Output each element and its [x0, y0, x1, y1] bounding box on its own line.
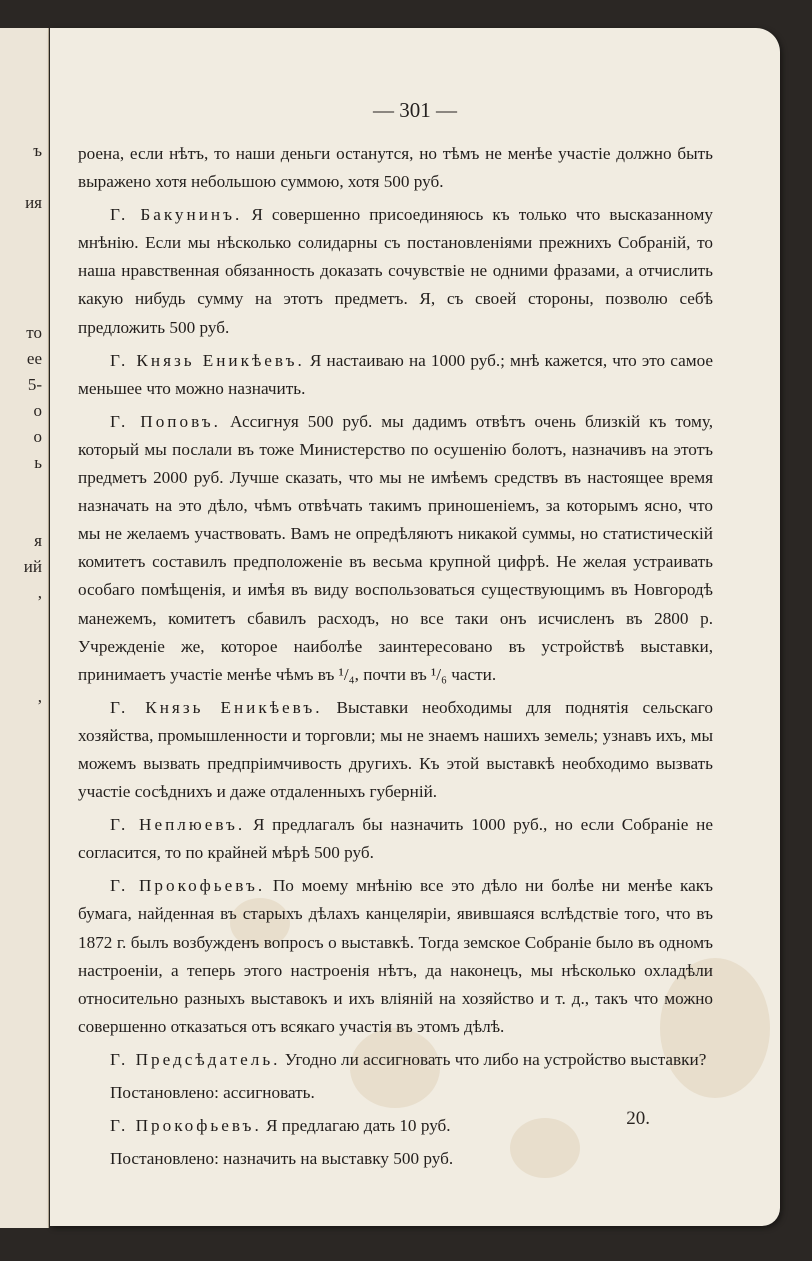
paragraph-text: Угодно ли ассигновать что либо на устройство выставки?	[284, 1049, 707, 1069]
paragraph-text: Ассигнуя 500 руб. мы дадимъ отвѣтъ очень близкій къ тому, который мы послали въ тоже Министерство по осушенію болотъ, назначивъ на этотъ предметъ 2000 руб. Лучше сказать, что мы не имѣемъ средствъ въ настоящее время назначать на это дѣло, чѣмъ отвѣчать такимъ приношеніемъ, за которымъ ясно, что мы не желаемъ участвовать. Вамъ не опредѣляютъ никакой суммы, но статистическій комитетъ составилъ предположеніе въ весьма крупной цифрѣ. Не желая устраивать особаго помѣщенія, и имѣя въ виду воспользоваться существующимъ въ Новгородѣ манежемъ, комитетъ сбавилъ расходъ, но все таки онъ исчисленъ въ 2800 р. Учрежденіе же, которое наиболѣе заинтересовано въ устройствѣ выставки, принимаетъ участіе менѣе чѣмъ въ ¹/₄, почти въ ¹/₆ части.	[78, 411, 713, 684]
speaker-name: Г. Прокофьевъ.	[110, 876, 266, 896]
signature-number: 20.	[626, 1108, 650, 1129]
paragraph	[78, 1079, 713, 1107]
left-page-fragment: 5-	[27, 375, 42, 394]
paragraph-text: Я настаиваю на 1000 руб.; мнѣ кажется, что это самое меньшее что можно назначить.	[78, 350, 714, 398]
paragraph	[78, 1046, 713, 1074]
speaker-name: Г. Бакунинъ.	[110, 205, 243, 225]
paragraph	[78, 1145, 713, 1173]
paragraph	[78, 872, 713, 1041]
speaker-name: Г. Неплюевъ.	[110, 815, 246, 835]
paragraph	[78, 140, 713, 196]
left-page-fragment: ий	[23, 557, 42, 576]
paragraph	[78, 811, 713, 867]
paragraph	[78, 201, 713, 341]
paragraph	[78, 1112, 713, 1140]
left-page-fragment: ь	[34, 453, 42, 472]
speaker-name: Г. Князь Еникѣевъ.	[110, 350, 305, 370]
paragraph-text: Я предлагаю дать 10 руб.	[266, 1116, 451, 1136]
page-number: — 301 —	[373, 98, 457, 122]
paragraph-text: По моему мнѣнію все это дѣло ни болѣе ни менѣе какъ бумага, найденная въ старыхъ дѣлахъ канцеляріи, явившаяся вслѣдствіе того, что въ 1872 г. былъ возбужденъ вопросъ о выставкѣ. Тогда земское Собраніе было въ одномъ настроеніи, а теперь этого настроенія нѣтъ, да наконецъ, мы нѣсколько охладѣли относительно разныхъ выставокъ и ихъ вліяній на хозяйство и т. д., такъ что можно совершенно отказаться отъ всякаго участія въ этомъ дѣлѣ.	[78, 876, 713, 1036]
left-page-text-fragments	[24, 138, 42, 996]
left-page-edge	[0, 28, 49, 1228]
paragraph-text: Я совершенно присоединяюсь къ только что высказанному мнѣнію. Если мы нѣсколько солидарны съ постановленіями прежнихъ Собраній, то наша нравственная обязанность доказать сочувствіе не одними фразами, а отчислить какую нибудь сумму на этотъ предметъ. Я, съ своей стороны, позволю себѣ предложить 500 руб.	[78, 205, 713, 337]
speaker-name: Г. Предсѣдатель.	[110, 1049, 281, 1069]
paragraph	[78, 347, 713, 403]
left-page-fragment: ъ	[33, 141, 42, 160]
speaker-name: Г. Князь Еникѣевъ.	[110, 697, 323, 717]
book-page	[50, 28, 780, 1226]
speaker-name: Г. Поповъ.	[110, 411, 221, 431]
paragraph-text: Выставки необходимы для поднятія сельскаго хозяйства, промышленности и торговли; мы не знаемъ нашихъ земель; узнавъ ихъ, мы можемъ вызвать предпріимчивость другихъ. Къ этой выставкѣ необходимо вызвать участіе сосѣднихъ и даже отдаленныхъ губерній.	[78, 697, 714, 802]
paragraph-text: Постановлено: назначить на выставку 500 руб.	[110, 1149, 454, 1169]
speaker-name: Г. Прокофьевъ.	[110, 1116, 262, 1136]
left-page-fragment: о	[33, 427, 42, 446]
paragraph-text: Постановлено: ассигновать.	[110, 1083, 315, 1102]
left-page-fragment: то	[26, 323, 42, 342]
left-page-fragment: о	[33, 401, 42, 420]
paragraph	[78, 408, 713, 689]
left-page-fragment: я	[34, 531, 42, 550]
left-page-fragment: ия	[25, 193, 42, 212]
left-page-fragment: ее	[26, 349, 42, 368]
left-page-fragment: ,	[37, 687, 42, 706]
body-text	[78, 140, 713, 1178]
paragraph-text: роена, если нѣтъ, то наши деньги останутся, но тѣмъ не менѣе участіе должно быть выражено хотя небольшою суммою, хотя 500 руб.	[78, 144, 713, 192]
paragraph-text: Я предлагалъ бы назначить 1000 руб., но если Собраніе не согласится, то по крайней мѣрѣ 500 руб.	[78, 815, 713, 863]
paragraph	[78, 694, 713, 806]
left-page-fragment: ,	[37, 583, 42, 602]
